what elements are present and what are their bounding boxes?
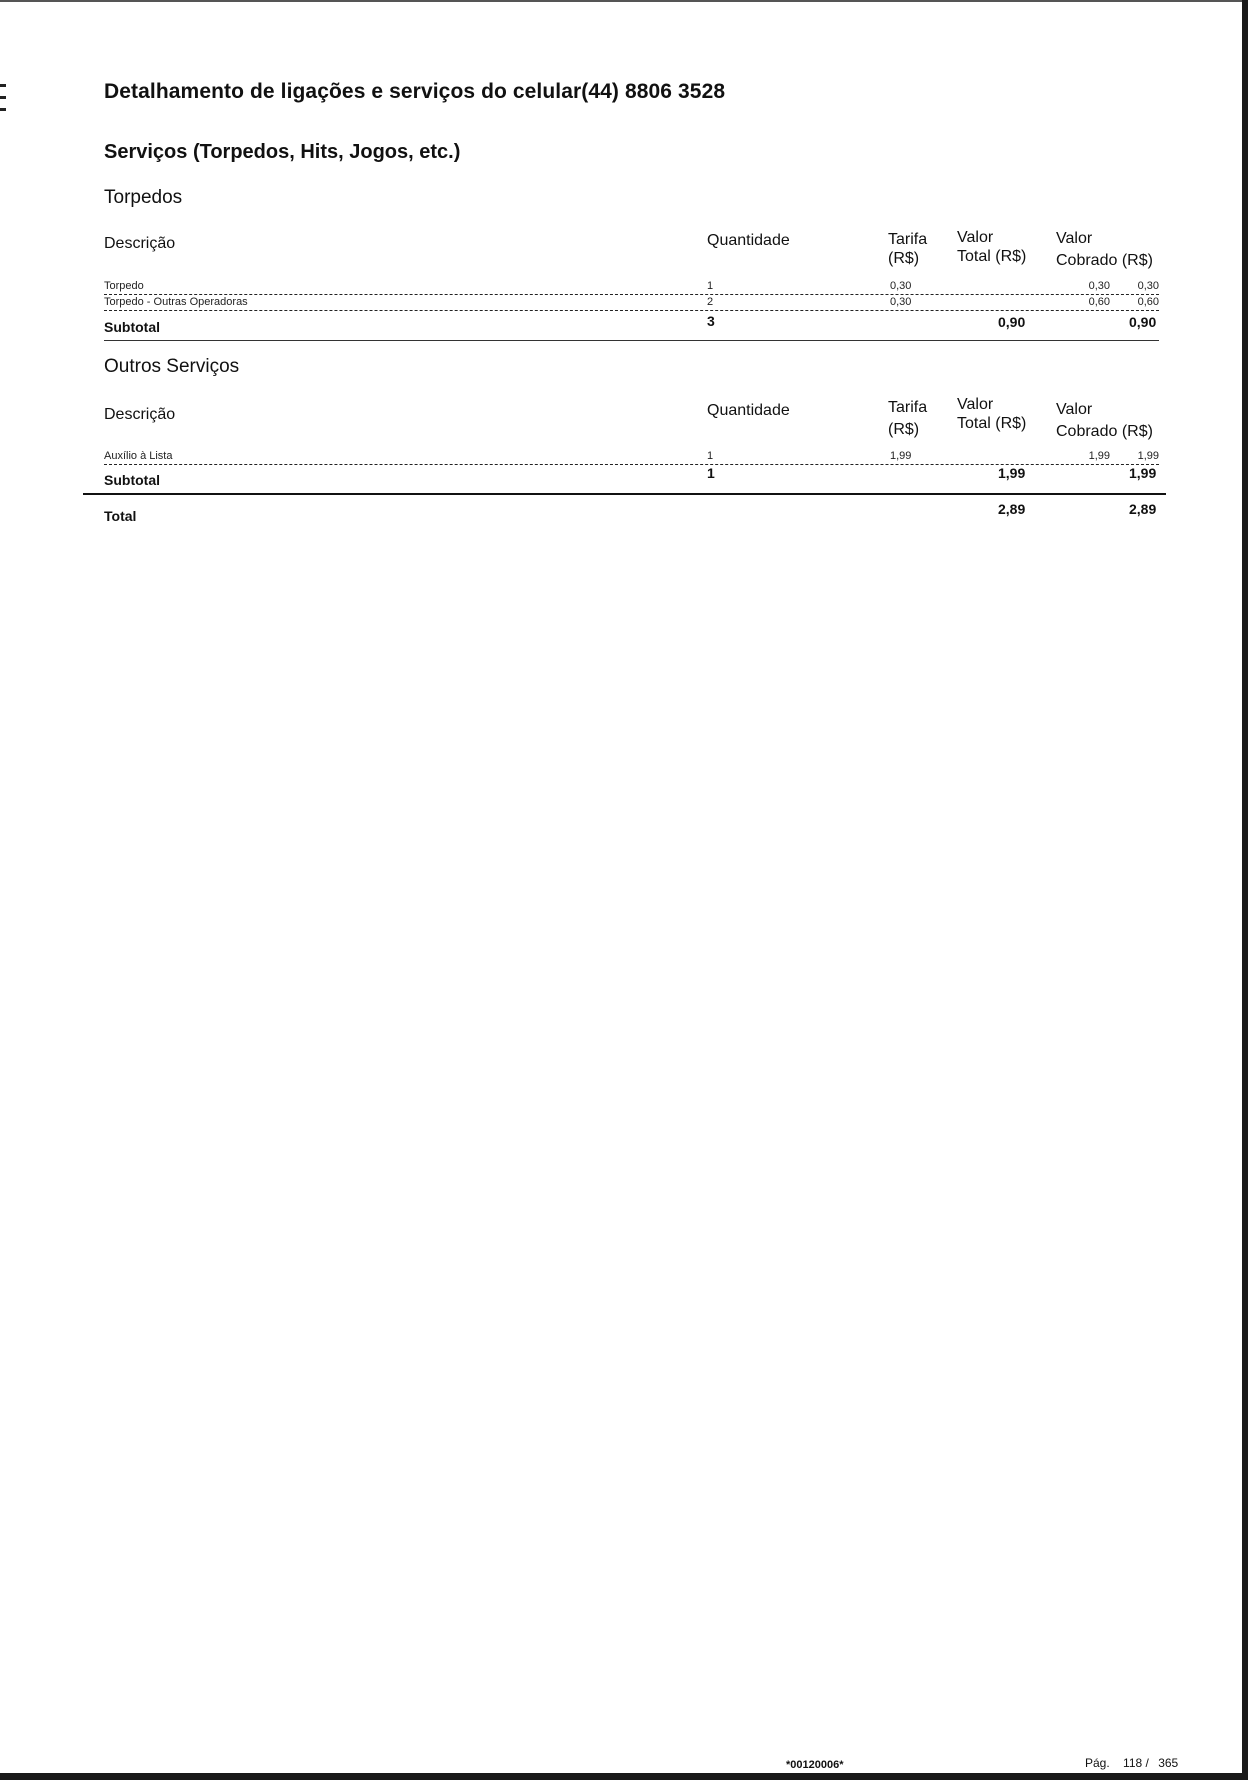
col-tarifa-line2: (R$): [888, 421, 920, 438]
row-valor-cobrado: 0,60: [1137, 296, 1159, 308]
scan-edge-right: [1242, 0, 1248, 1780]
scan-edge-bottom: [0, 1773, 1248, 1780]
scan-edge-top: [0, 0, 1248, 2]
row-descricao: Torpedo - Outras Operadoras: [104, 296, 248, 308]
torpedos-subtotal-valor-cobrado: 0,90: [1129, 314, 1157, 330]
row-descricao: Torpedo: [104, 280, 144, 292]
page-title: Detalhamento de ligações e serviços do celular(44) 8806 3528: [104, 80, 726, 103]
torpedos-subtotal-valor-total: 0,90: [998, 314, 1026, 330]
outros-divider: [83, 493, 1166, 495]
col-valor-cobrado-line1: Valor: [1056, 401, 1093, 418]
row-quantidade: 1: [707, 280, 714, 292]
footer-code: *00120006*: [786, 1759, 844, 1771]
row-valor-total: 1,99: [1088, 450, 1110, 462]
scan-margin-mark: [0, 84, 8, 130]
col-valor-cobrado: [1056, 400, 1153, 441]
total-valor-total: 2,89: [998, 501, 1026, 517]
torpedos-subtotal-quantidade: 3: [707, 313, 715, 329]
outros-title: Outros Serviços: [104, 356, 240, 377]
page-number: 118 /: [1123, 1756, 1149, 1770]
table-row: [104, 279, 1159, 295]
col-tarifa: [888, 230, 927, 268]
col-valor-total-line2: Total (R$): [957, 415, 1027, 432]
row-descricao: Auxílio à Lista: [104, 450, 173, 462]
row-quantidade: 1: [707, 450, 714, 462]
col-valor-cobrado-line2: Cobrado (R$): [1056, 423, 1153, 440]
col-tarifa: [888, 398, 927, 439]
row-tarifa: 0,30: [890, 280, 912, 292]
col-tarifa-line2: (R$): [888, 250, 920, 267]
section-title: Serviços (Torpedos, Hits, Jogos, etc.): [104, 141, 461, 163]
col-descricao: Descrição: [104, 235, 176, 252]
col-valor-total: [957, 395, 1026, 433]
outros-subtotal-valor-cobrado: 1,99: [1129, 465, 1157, 481]
row-valor-total: 0,60: [1088, 296, 1110, 308]
table-row: [104, 295, 1159, 311]
col-valor-total-line1: Valor: [957, 396, 994, 413]
col-valor-cobrado-line2: Cobrado (R$): [1056, 252, 1153, 269]
row-tarifa: 1,99: [890, 450, 912, 462]
table-row: [104, 449, 1159, 465]
page-total: 365: [1158, 1756, 1179, 1770]
col-valor-total-line1: Valor: [957, 229, 994, 246]
outros-subtotal-label: Subtotal: [104, 472, 160, 488]
page-indicator: [1085, 1756, 1178, 1770]
row-tarifa: 0,30: [890, 296, 912, 308]
row-quantidade: 2: [707, 296, 714, 308]
torpedos-subtotal-label: Subtotal: [104, 319, 160, 335]
row-valor-cobrado: 0,30: [1137, 280, 1159, 292]
total-valor-cobrado: 2,89: [1129, 501, 1157, 517]
col-descricao: Descrição: [104, 406, 176, 423]
col-valor-total-line2: Total (R$): [957, 248, 1027, 265]
page-label: Pág.: [1085, 1756, 1110, 1770]
col-tarifa-line1: Tarifa: [888, 399, 928, 416]
row-valor-cobrado: 1,99: [1137, 450, 1159, 462]
outros-subtotal-valor-total: 1,99: [998, 465, 1026, 481]
col-valor-total: [957, 228, 1026, 266]
col-tarifa-line1: Tarifa: [888, 231, 928, 248]
outros-subtotal-quantidade: 1: [707, 465, 715, 481]
col-valor-cobrado-line1: Valor: [1056, 230, 1093, 247]
row-valor-total: 0,30: [1088, 280, 1110, 292]
total-label: Total: [104, 508, 137, 524]
col-valor-cobrado: [1056, 229, 1153, 270]
torpedos-title: Torpedos: [104, 187, 183, 208]
torpedos-divider: [104, 340, 1159, 341]
col-quantidade: Quantidade: [707, 402, 790, 419]
col-quantidade: Quantidade: [707, 232, 790, 249]
